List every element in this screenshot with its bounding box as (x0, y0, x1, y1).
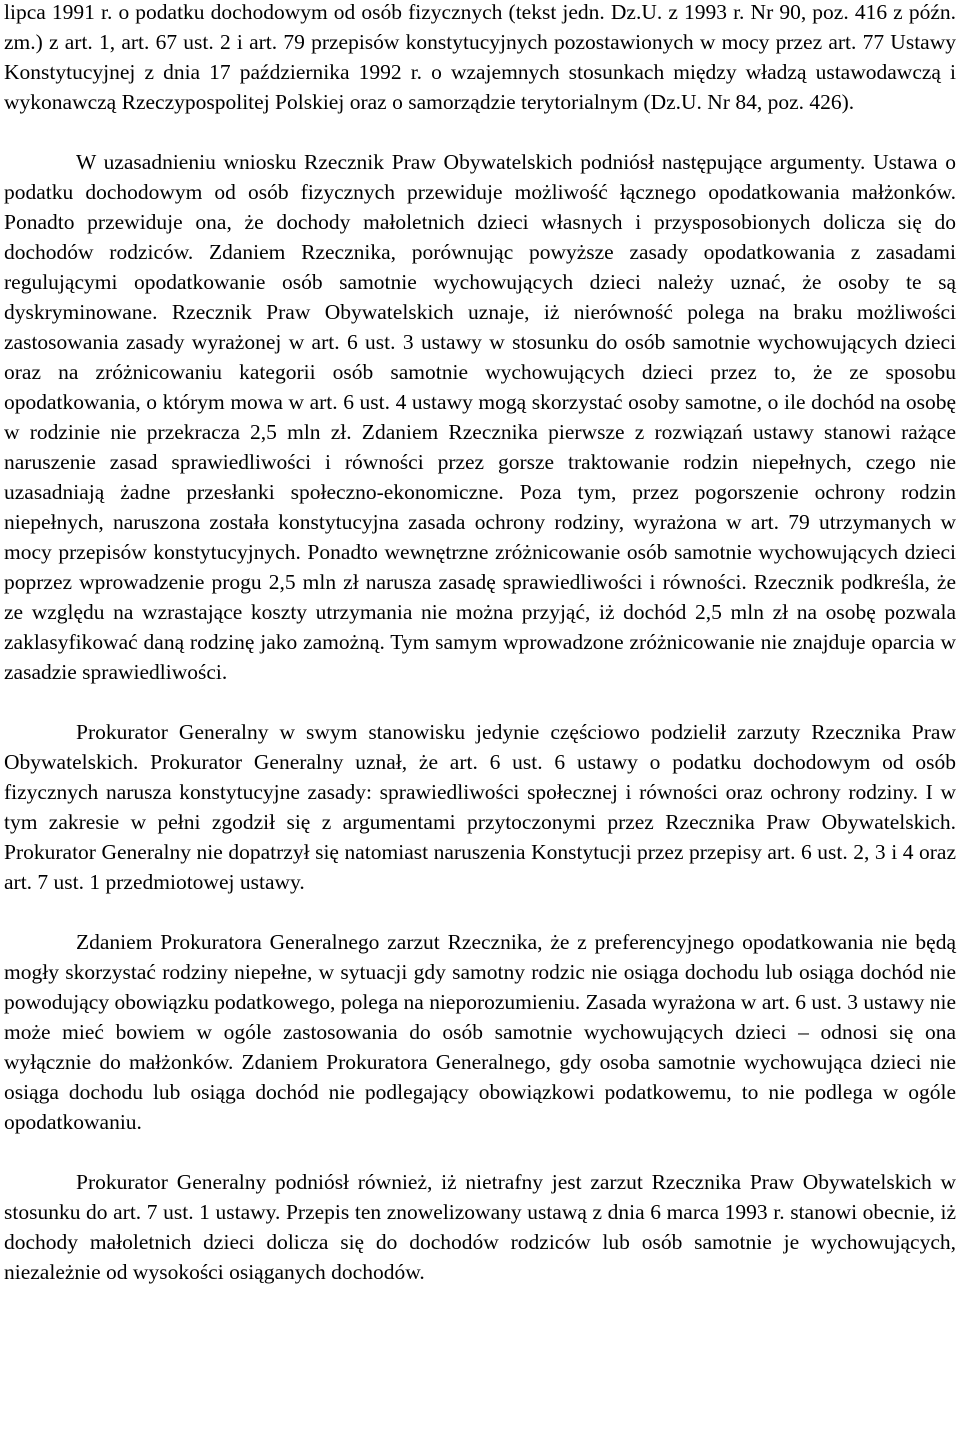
paragraph-ombudsman-arguments: W uzasadnieniu wniosku Rzecznik Praw Obywatelskich podniósł następujące argumenty. Ustawa o podatku dochodowym od osób fizycznych przewiduje możliwość łącznego opodatkowania małżonków. Ponadto przewiduje ona, że dochody małoletnich dzieci własnych i przysposobionych dolicza się do dochodów rodziców. Zdaniem Rzecznika, porównując powyższe zasady opodatkowania z zasadami regulującymi opodatkowanie osób samotnie wychowujących dzieci należy uznać, że osoby te są dyskryminowane. Rzecznik Praw Obywatelskich uznaje, iż nierówność polega na braku możliwości zastosowania zasady wyrażonej w art. 6 ust. 3 ustawy w stosunku do osób samotnie wychowujących dzieci oraz na zróżnicowaniu kategorii osób samotnie wychowujących dzieci przez to, że ze sposobu opodatkowania, o którym mowa w art. 6 ust. 4 ustawy mogą skorzystać osoby samotne, o ile dochód na osobę w rodzinie nie przekracza 2,5 mln zł. Zdaniem Rzecznika pierwsze z rozwiązań ustawy stanowi rażące naruszenie zasad sprawiedliwości i równości przez gorsze traktowanie rodzin niepełnych, czego nie uzasadniają żadne przesłanki społeczno-ekonomiczne. Poza tym, przez pogorszenie ochrony rodzin niepełnych, naruszona została konstytucyjna zasada ochrony rodziny, wyrażona w art. 79 utrzymanych w mocy przepisów konstytucyjnych. Ponadto wewnętrzne zróżnicowanie osób samotnie wychowujących dzieci poprzez wprowadzenie progu 2,5 mln zł narusza zasadę sprawiedliwości i równości. Rzecznik podkreśla, że ze względu na wzrastające koszty utrzymania nie można przyjąć, iż dochód 2,5 mln zł na osobę pozwala zaklasyfikować daną rodzinę jako zamożną. Tym samym wprowadzone zróżnicowanie nie znajduje oparcia w zasadzie sprawiedliwości. (4, 150, 956, 684)
paragraph-prosecutor-opinion: Zdaniem Prokuratora Generalnego zarzut Rzecznika, że z preferencyjnego opodatkowania nie będą mogły skorzystać rodziny niepełne, w sytuacji gdy samotny rodzic nie osiąga dochodu lub osiąga dochód nie powodujący obowiązku podatkowego, polega na nieporozumieniu. Zasada wyrażona w art. 6 ust. 3 ustawy nie może mieć bowiem w ogóle zastosowania do osób samotnie wychowujących dzieci – odnosi się ona wyłącznie do małżonków. Zdaniem Prokuratora Generalnego, gdy osoba samotnie wychowująca dzieci nie osiąga dochodu lub osiąga dochód nie podlegający obowiązkowi podatkowemu, to nie podlega w ogóle opodatkowaniu. (4, 930, 956, 1134)
paragraph-prosecutor-position: Prokurator Generalny w swym stanowisku jedynie częściowo podzielił zarzuty Rzecznika Praw Obywatelskich. Prokurator Generalny uznał, że art. 6 ust. 6 ustawy o podatku dochodowym od osób fizycznych narusza konstytucyjne zasady: sprawiedliwości społecznej i równości oraz ochrony rodziny. I w tym zakresie w pełni zgodził się z argumentami przytoczonymi przez Rzecznika Praw Obywatelskich. Prokurator Generalny nie dopatrzył się natomiast naruszenia Konstytucji przez przepisy art. 6 ust. 2, 3 i 4 oraz art. 7 ust. 1 przedmiotowej ustawy. (4, 720, 956, 894)
paragraph-continuation: lipca 1991 r. o podatku dochodowym od osób fizycznych (tekst jedn. Dz.U. z 1993 r. Nr 90, poz. 416 z późn. zm.) z art. 1, art. 67 ust. 2 i art. 79 przepisów konstytucyjnych pozostawionych w mocy przez art. 77 Ustawy Konstytucyjnej z dnia 17 października 1992 r. o wzajemnych stosunkach między władzą ustawodawczą i wykonawczą Rzeczypospolitej Polskiej oraz o samorządzie terytorialnym (Dz.U. Nr 84, poz. 426). (4, 0, 956, 114)
paragraph-prosecutor-art7: Prokurator Generalny podniósł również, iż nietrafny jest zarzut Rzecznika Praw Obywatelskich w stosunku do art. 7 ust. 1 ustawy. Przepis ten znowelizowany ustawą z dnia 6 marca 1993 r. stanowi obecnie, iż dochody małoletnich dzieci dolicza się do dochodów rodziców lub osób samotnie je wychowujących, niezależnie od wysokości osiąganych dochodów. (4, 1170, 956, 1284)
